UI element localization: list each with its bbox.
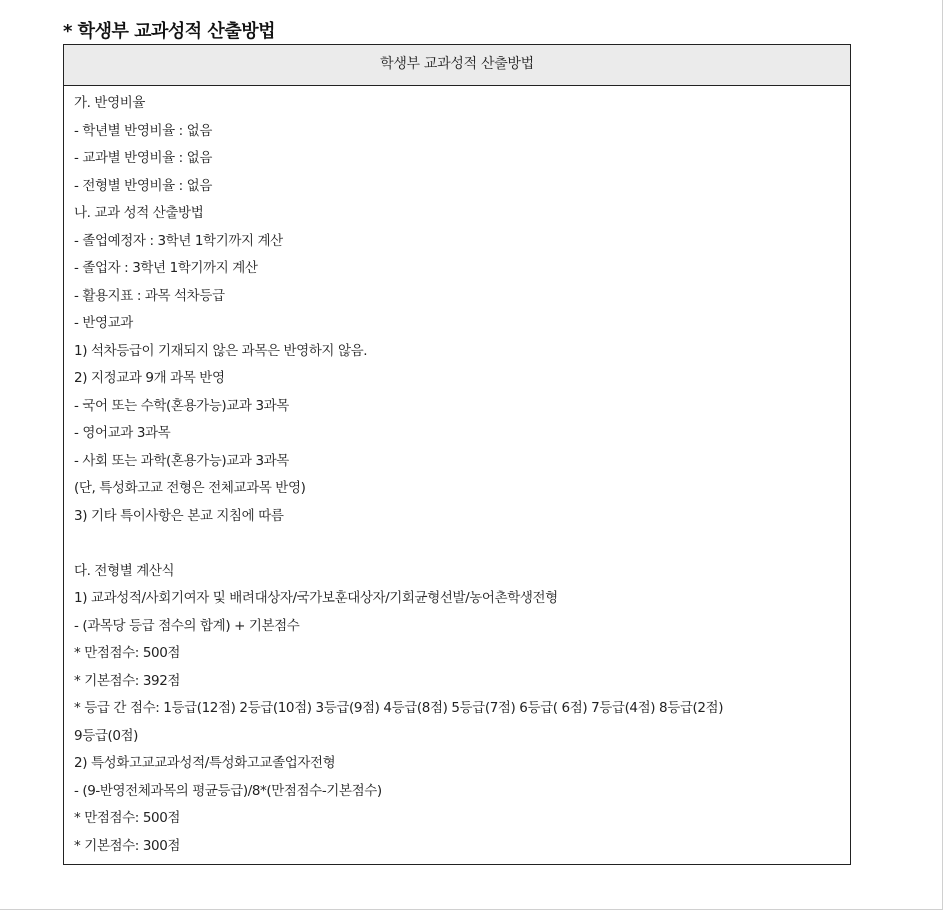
text-line: - (9-반영전체과목의 평균등급)/8*(만점점수-기본점수) [74,782,382,799]
text-line: * 등급 간 점수: 1등급(12점) 2등급(10점) 3등급(9점) 4등급(8점) 5등급(7점) 6등급( 6점) 7등급(4점) 8등급(2점) [74,700,724,716]
text-line: 3) 기타 특이사항은 본교 지침에 따름 [74,507,284,524]
text-line: - 사회 또는 과학(혼용가능)교과 3과목 [74,452,289,469]
text-line: * 만점점수: 500점 [74,645,181,661]
box-body [64,86,850,860]
text-line: - 교과별 반영비율 : 없음 [74,150,212,166]
text-line: * 기본점수: 392점 [74,672,181,689]
text-line: * 만점점수: 500점 [74,810,181,826]
section-title: * 학생부 교과성적 산출방법 [63,21,275,42]
text-line: - 졸업예정자 : 3학년 1학기까지 계산 [74,232,283,249]
text-line: (단, 특성화고교 전형은 전체교과목 반영) [74,480,306,496]
text-line: 나. 교과 성적 산출방법 [74,205,204,221]
text-line: - 국어 또는 수학(혼용가능)교과 3과목 [74,397,289,414]
text-line: 1) 석차등급이 기재되지 않은 과목은 반영하지 않음. [74,342,368,359]
content-box [63,44,851,865]
text-line: - 학년별 반영비율 : 없음 [74,122,212,139]
text-line: 9등급(0점) [74,727,139,744]
text-line: - 졸업자 : 3학년 1학기까지 계산 [74,260,258,276]
text-line: 다. 전형별 계산식 [74,562,175,579]
text-line: - 영어교과 3과목 [74,425,171,441]
text-line: - 전형별 반영비율 : 없음 [74,177,212,194]
blank-line [74,530,850,558]
text-line: 2) 지정교과 9개 과목 반영 [74,370,225,386]
text-line: 1) 교과성적/사회기여자 및 배려대상자/국가보훈대상자/기회균형선발/농어촌학생전형 [74,590,558,606]
text-line: - 활용지표 : 과목 석차등급 [74,287,225,304]
text-line: - (과목당 등급 점수의 합계) + 기본점수 [74,617,300,634]
text-line: - 반영교과 [74,315,133,331]
text-line: * 기본점수: 300점 [74,837,181,854]
text-line: 2) 특성화고교교과성적/특성화고교졸업자전형 [74,755,336,771]
box-header: 학생부 교과성적 산출방법 [64,45,850,86]
text-line: 가. 반영비율 [74,95,145,111]
